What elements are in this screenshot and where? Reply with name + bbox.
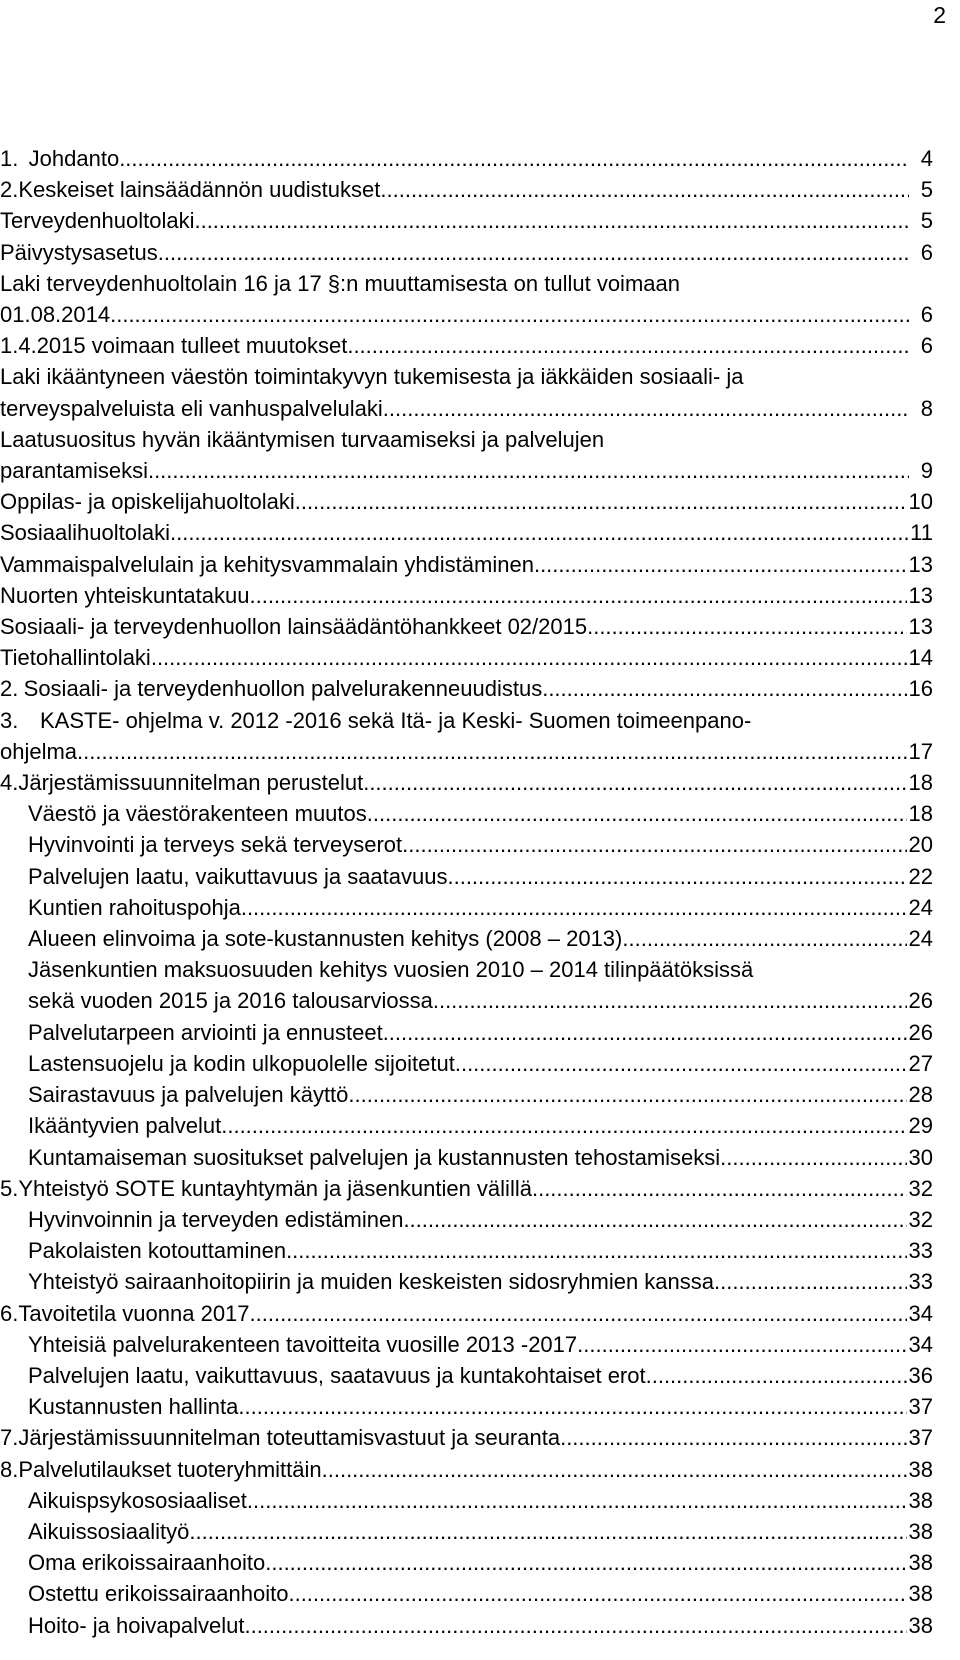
toc-title: Keskeiset lainsäädännön uudistukset bbox=[18, 177, 381, 203]
toc-title: Sosiaali- ja terveydenhuollon lainsäädäntöhankkeet 02/2015 bbox=[0, 614, 588, 640]
toc-page: 38 bbox=[908, 1550, 933, 1576]
toc-entry[interactable] bbox=[0, 174, 933, 205]
toc-leader bbox=[221, 1110, 906, 1141]
toc-entry[interactable] bbox=[0, 642, 933, 673]
toc-title: Oppilas- ja opiskelijahuoltolaki bbox=[0, 489, 295, 515]
toc-entry[interactable] bbox=[0, 1110, 933, 1141]
toc-page: 38 bbox=[908, 1487, 933, 1513]
toc-leader bbox=[110, 299, 909, 330]
toc-title: Palvelujen laatu, vaikuttavuus ja saatavuus bbox=[28, 863, 448, 889]
toc-page: 34 bbox=[908, 1300, 933, 1326]
toc-title: Sairastavuus ja palvelujen käyttö bbox=[28, 1082, 349, 1108]
toc-leader bbox=[241, 892, 907, 923]
toc-title-line: Laki terveydenhuoltolain 16 ja 17 §:n muuttamisesta on tullut voimaan bbox=[0, 270, 680, 296]
toc-number: 6. bbox=[0, 1300, 19, 1326]
toc-leader bbox=[383, 393, 909, 424]
toc-page: 32 bbox=[908, 1206, 933, 1232]
toc-entry[interactable] bbox=[0, 517, 933, 548]
toc-number: 1. bbox=[0, 146, 19, 171]
toc-title: Vammaispalvelulain ja kehitysvammalain yhdistäminen bbox=[0, 551, 534, 577]
toc-page: 10 bbox=[908, 489, 933, 515]
toc-leader bbox=[151, 642, 907, 673]
toc-title: Oma erikoissairaanhoito bbox=[28, 1550, 266, 1576]
toc-leader bbox=[250, 1298, 907, 1329]
toc-entry[interactable] bbox=[0, 1329, 933, 1360]
toc-title: Terveydenhuoltolaki bbox=[0, 208, 195, 234]
toc-title-line: Laki ikääntyneen väestön toimintakyvyn tukemisesta ja iäkkäiden sosiaali- ja bbox=[0, 364, 744, 390]
toc-title: Palvelutarpeen arviointi ja ennusteet bbox=[28, 1019, 383, 1045]
toc-title: sekä vuoden 2015 ja 2016 talousarviossa bbox=[28, 988, 433, 1014]
toc-entry[interactable] bbox=[0, 611, 933, 642]
toc-entry[interactable] bbox=[0, 1516, 933, 1547]
toc-title: Väestö ja väestörakenteen muutos bbox=[28, 801, 367, 827]
toc-page: 36 bbox=[908, 1362, 933, 1388]
toc-title: 01.08.2014 bbox=[0, 302, 111, 328]
toc-entry[interactable] bbox=[0, 1610, 933, 1641]
toc-page: 27 bbox=[908, 1050, 933, 1076]
toc-leader bbox=[77, 736, 906, 767]
toc-entry[interactable] bbox=[0, 268, 933, 330]
toc-entry[interactable] bbox=[0, 1454, 933, 1485]
toc-leader bbox=[403, 1204, 906, 1235]
toc-number: 4. bbox=[0, 770, 19, 796]
toc-leader bbox=[720, 1142, 906, 1173]
toc-number: 2. bbox=[0, 177, 19, 203]
toc-entry[interactable] bbox=[0, 705, 933, 767]
toc-leader bbox=[250, 580, 907, 611]
toc-title: 1.4.2015 voimaan tulleet muutokset bbox=[0, 333, 348, 359]
toc-page: 29 bbox=[908, 1113, 933, 1139]
toc-entry[interactable] bbox=[0, 673, 933, 704]
toc-number: 2. bbox=[0, 676, 19, 702]
toc-title-line: Laatusuositus hyvän ikääntymisen turvaamiseksi ja palvelujen bbox=[0, 426, 605, 452]
toc-page: 24 bbox=[908, 926, 933, 952]
toc-leader bbox=[577, 1329, 906, 1360]
toc-title: Tavoitetila vuonna 2017 bbox=[18, 1300, 250, 1326]
toc-title: Kuntamaiseman suositukset palvelujen ja kustannusten tehostamiseksi bbox=[28, 1144, 721, 1170]
toc-title: Ikääntyvien palvelut bbox=[28, 1113, 222, 1139]
toc-leader bbox=[433, 985, 907, 1016]
toc-page: 20 bbox=[908, 832, 933, 858]
toc-title: Päivystysasetus bbox=[0, 239, 158, 265]
toc-page: 13 bbox=[908, 582, 933, 608]
toc-entry[interactable] bbox=[0, 1142, 933, 1173]
toc-number: 8. bbox=[0, 1456, 19, 1482]
toc-title: ohjelma bbox=[0, 738, 78, 764]
toc-entry[interactable] bbox=[0, 330, 933, 361]
toc-page: 6 bbox=[920, 239, 933, 265]
toc-title: Yhteistyö SOTE kuntayhtymän ja jäsenkuntien välillä bbox=[18, 1175, 532, 1201]
toc-leader bbox=[348, 1079, 906, 1110]
toc-leader bbox=[383, 1017, 907, 1048]
toc-leader bbox=[238, 1391, 906, 1422]
toc-entry[interactable] bbox=[0, 424, 933, 486]
toc-entry[interactable] bbox=[0, 1266, 933, 1297]
toc-title: Kustannusten hallinta bbox=[28, 1394, 239, 1420]
toc-page: 18 bbox=[908, 801, 933, 827]
toc-leader bbox=[380, 174, 909, 205]
toc-title: Nuorten yhteiskuntatakuu bbox=[0, 582, 250, 608]
page-number: 2 bbox=[933, 2, 946, 28]
toc-title: Hyvinvointi ja terveys sekä terveyserot bbox=[28, 832, 403, 858]
toc-leader bbox=[322, 1454, 907, 1485]
toc-leader bbox=[189, 1516, 906, 1547]
toc-title: Palvelujen laatu, vaikuttavuus, saatavuus ja kuntakohtaiset erot bbox=[28, 1362, 646, 1388]
toc-entry[interactable] bbox=[0, 892, 933, 923]
toc-leader bbox=[622, 923, 906, 954]
toc-entry[interactable] bbox=[0, 237, 933, 268]
toc-entry[interactable] bbox=[0, 1485, 933, 1516]
toc-entry[interactable] bbox=[0, 1048, 933, 1079]
toc-page: 38 bbox=[908, 1612, 933, 1638]
toc-page: 26 bbox=[908, 988, 933, 1014]
toc-title: Aikuissosiaalityö bbox=[28, 1518, 190, 1544]
toc-entry[interactable] bbox=[0, 1204, 933, 1235]
toc-entry[interactable] bbox=[0, 143, 933, 174]
toc-title-line bbox=[0, 705, 933, 736]
toc-leader bbox=[367, 798, 907, 829]
toc-leader bbox=[714, 1266, 906, 1297]
toc-entry[interactable] bbox=[0, 1173, 933, 1204]
toc-leader bbox=[170, 517, 908, 548]
toc-leader bbox=[402, 829, 906, 860]
toc-entry[interactable] bbox=[0, 1360, 933, 1391]
toc-title: Hoito- ja hoivapalvelut bbox=[28, 1612, 245, 1638]
toc-page: 8 bbox=[920, 395, 933, 421]
toc-title-first: KASTE- ohjelma v. 2012 -2016 sekä Itä- ja Keski- Suomen toimeenpano- bbox=[40, 707, 752, 733]
toc-leader bbox=[288, 1578, 906, 1609]
toc-page: 18 bbox=[908, 770, 933, 796]
toc-page: 38 bbox=[908, 1456, 933, 1482]
toc-title: Lastensuojelu ja kodin ulkopuolelle sijoitetut bbox=[28, 1050, 455, 1076]
toc-leader bbox=[646, 1360, 907, 1391]
toc-entry[interactable] bbox=[0, 1079, 933, 1110]
toc-entry[interactable] bbox=[0, 767, 933, 798]
toc-title: Yhteistyö sairaanhoitopiirin ja muiden keskeisten sidosryhmien kanssa bbox=[28, 1269, 715, 1295]
toc-title: Järjestämissuunnitelman perustelut bbox=[18, 770, 364, 796]
toc-entry[interactable] bbox=[0, 205, 933, 236]
toc-entry[interactable] bbox=[0, 861, 933, 892]
toc-title: Sosiaalihuoltolaki bbox=[0, 520, 170, 546]
toc-title: Kuntien rahoituspohja bbox=[28, 894, 241, 920]
toc-leader bbox=[295, 486, 907, 517]
toc-page: 38 bbox=[908, 1581, 933, 1607]
toc-entry[interactable] bbox=[0, 1017, 933, 1048]
toc-page: 9 bbox=[920, 458, 933, 484]
toc-title: Pakolaisten kotouttaminen bbox=[28, 1238, 287, 1264]
toc-title: Ostettu erikoissairaanhoito bbox=[28, 1581, 289, 1607]
toc-page: 5 bbox=[920, 177, 933, 203]
toc-leader bbox=[244, 1610, 906, 1641]
toc-entry[interactable] bbox=[0, 798, 933, 829]
toc-page: 6 bbox=[920, 302, 933, 328]
toc-page: 16 bbox=[908, 676, 933, 702]
toc-number: 7. bbox=[0, 1425, 19, 1451]
toc-leader bbox=[560, 1422, 906, 1453]
toc-entry[interactable] bbox=[0, 1547, 933, 1578]
toc-page: 4 bbox=[920, 146, 933, 171]
toc-page: 30 bbox=[908, 1144, 933, 1170]
toc-title: parantamiseksi bbox=[0, 458, 148, 484]
toc-page: 14 bbox=[908, 645, 933, 671]
toc-leader bbox=[247, 1485, 907, 1516]
toc-page: 33 bbox=[908, 1238, 933, 1264]
toc-title: Tietohallintolaki bbox=[0, 645, 151, 671]
toc-entry[interactable] bbox=[0, 361, 933, 423]
toc-page: 13 bbox=[908, 614, 933, 640]
toc-title: Järjestämissuunnitelman toteuttamisvastuut ja seuranta bbox=[18, 1425, 561, 1451]
toc-entry[interactable] bbox=[0, 486, 933, 517]
toc-leader bbox=[119, 143, 909, 174]
toc-title: Johdanto bbox=[28, 146, 120, 171]
toc-title: Alueen elinvoima ja sote-kustannusten kehitys (2008 – 2013) bbox=[28, 926, 623, 952]
toc-page: 32 bbox=[908, 1175, 933, 1201]
toc-entry[interactable] bbox=[0, 549, 933, 580]
toc-leader bbox=[286, 1235, 906, 1266]
toc-leader bbox=[158, 237, 909, 268]
toc-leader bbox=[587, 611, 906, 642]
toc-entry[interactable] bbox=[0, 1578, 933, 1609]
toc-page: 13 bbox=[908, 551, 933, 577]
toc-page: 28 bbox=[908, 1082, 933, 1108]
toc-entry[interactable] bbox=[0, 1391, 933, 1422]
toc-page: 37 bbox=[908, 1394, 933, 1420]
toc-page: 37 bbox=[908, 1425, 933, 1451]
toc-leader bbox=[148, 455, 909, 486]
toc-page: 6 bbox=[920, 333, 933, 359]
toc-entry[interactable] bbox=[0, 1298, 933, 1329]
toc-title: Hyvinvoinnin ja terveyden edistäminen bbox=[28, 1206, 404, 1232]
toc-page: 17 bbox=[908, 738, 933, 764]
toc-page: 5 bbox=[920, 208, 933, 234]
toc-title-line: Jäsenkuntien maksuosuuden kehitys vuosien 2010 – 2014 tilinpäätöksissä bbox=[28, 957, 754, 983]
toc-title: terveyspalveluista eli vanhuspalvelulaki bbox=[0, 395, 383, 421]
toc-leader bbox=[194, 205, 909, 236]
toc-entry[interactable] bbox=[0, 580, 933, 611]
toc-leader bbox=[542, 673, 906, 704]
toc-leader bbox=[532, 1173, 907, 1204]
toc-title: Sosiaali- ja terveydenhuollon palvelurakenneuudistus bbox=[23, 676, 543, 702]
toc-title: Palvelutilaukset tuoteryhmittäin bbox=[18, 1456, 322, 1482]
toc-entry[interactable] bbox=[0, 1422, 933, 1453]
toc-leader bbox=[534, 549, 907, 580]
toc-number: 5. bbox=[0, 1175, 19, 1201]
toc-leader bbox=[265, 1547, 906, 1578]
toc-page: 22 bbox=[908, 863, 933, 889]
toc-page: 24 bbox=[908, 894, 933, 920]
toc-page: 33 bbox=[908, 1269, 933, 1295]
toc-title: Yhteisiä palvelurakenteen tavoitteita vuosille 2013 -2017 bbox=[28, 1331, 578, 1357]
toc-leader bbox=[363, 767, 906, 798]
toc-leader bbox=[455, 1048, 907, 1079]
toc-page: 11 bbox=[910, 520, 933, 546]
toc-page: 26 bbox=[908, 1019, 933, 1045]
toc-entry[interactable] bbox=[0, 954, 933, 1016]
toc-title: Aikuispsykososiaaliset bbox=[28, 1487, 247, 1513]
toc-entry[interactable] bbox=[0, 1235, 933, 1266]
toc-page: 38 bbox=[908, 1518, 933, 1544]
toc-entry[interactable] bbox=[0, 923, 933, 954]
toc-leader bbox=[447, 861, 906, 892]
table-of-contents bbox=[0, 143, 933, 1641]
toc-page: 34 bbox=[908, 1331, 933, 1357]
toc-entry[interactable] bbox=[0, 829, 933, 860]
toc-number: 3. bbox=[0, 707, 19, 733]
toc-leader bbox=[347, 330, 909, 361]
